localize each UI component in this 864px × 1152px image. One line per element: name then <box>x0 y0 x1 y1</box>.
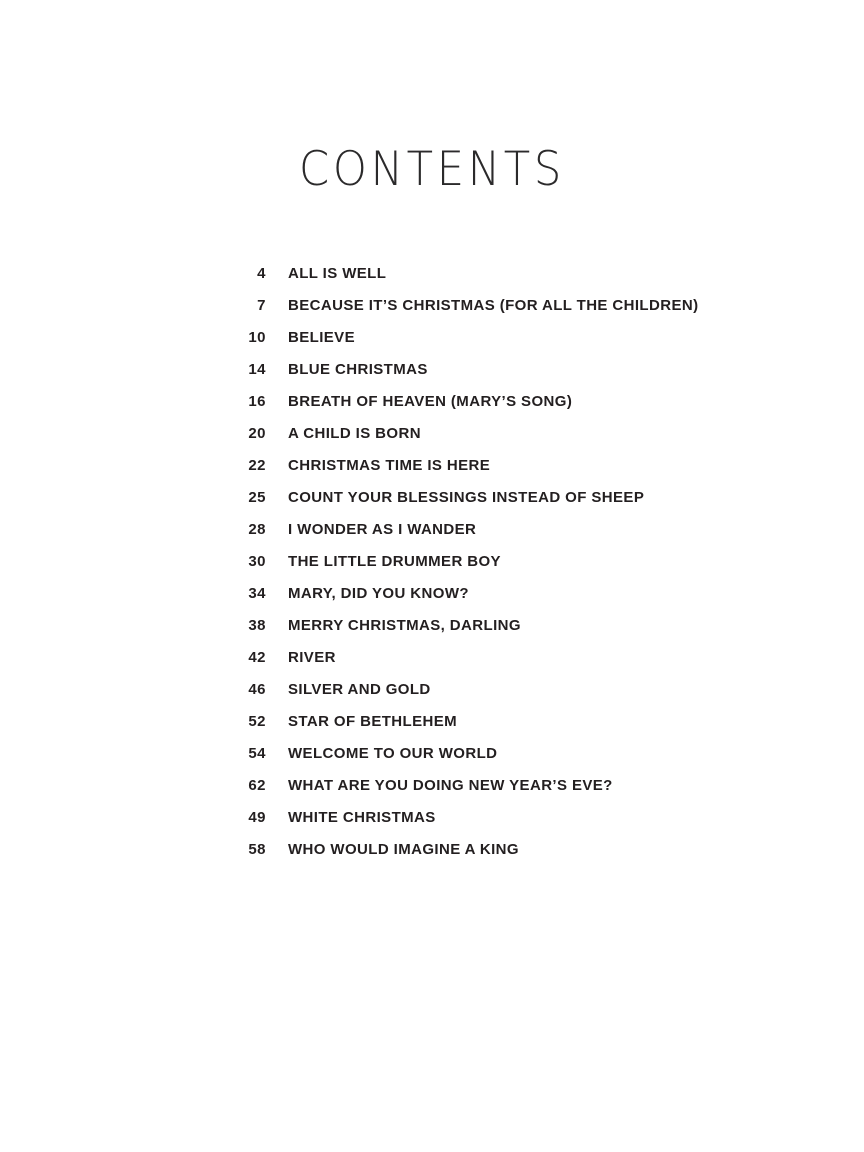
toc-page-number: 54 <box>248 744 266 762</box>
toc-song-title: BELIEVE <box>288 328 355 346</box>
toc-song-title: COUNT YOUR BLESSINGS INSTEAD OF SHEEP <box>288 488 645 506</box>
toc-page-number: 20 <box>248 424 266 442</box>
toc-row <box>0 353 864 385</box>
toc-list <box>0 257 864 865</box>
toc-song-title: A CHILD IS BORN <box>288 424 421 442</box>
toc-page-number: 4 <box>257 264 266 282</box>
toc-song-title: SILVER AND GOLD <box>288 680 431 698</box>
toc-song-title: BLUE CHRISTMAS <box>288 360 428 378</box>
toc-page-number: 30 <box>248 552 266 570</box>
toc-page-number: 16 <box>248 392 266 410</box>
toc-page-number: 42 <box>248 648 266 666</box>
toc-row <box>0 545 864 577</box>
toc-song-title: MARY, DID YOU KNOW? <box>288 584 469 602</box>
toc-page-number: 34 <box>248 584 266 602</box>
toc-song-title: ALL IS WELL <box>288 264 387 282</box>
toc-row <box>0 801 864 833</box>
toc-page-number: 10 <box>248 328 266 346</box>
toc-row <box>0 417 864 449</box>
toc-song-title: STAR OF BETHLEHEM <box>288 712 458 730</box>
toc-row <box>0 449 864 481</box>
toc-page-number: 52 <box>248 712 266 730</box>
page-title: CONTENTS <box>299 142 565 197</box>
toc-page-number: 22 <box>248 456 266 474</box>
toc-page-number: 14 <box>248 360 266 378</box>
toc-row <box>0 737 864 769</box>
toc-song-title: RIVER <box>288 648 336 666</box>
toc-row <box>0 321 864 353</box>
toc-song-title: WHAT ARE YOU DOING NEW YEAR’S EVE? <box>288 776 613 794</box>
toc-page-number: 58 <box>248 840 266 858</box>
toc-song-title: WELCOME TO OUR WORLD <box>288 744 498 762</box>
toc-page-number: 7 <box>257 296 266 314</box>
toc-page-number: 38 <box>248 616 266 634</box>
toc-song-title: WHO WOULD IMAGINE A KING <box>288 840 519 858</box>
toc-row <box>0 833 864 865</box>
toc-row <box>0 385 864 417</box>
toc-row <box>0 609 864 641</box>
toc-row <box>0 673 864 705</box>
toc-song-title: BREATH OF HEAVEN (MARY’S SONG) <box>288 392 573 410</box>
toc-song-title: THE LITTLE DRUMMER BOY <box>288 552 501 570</box>
toc-row <box>0 289 864 321</box>
toc-page-number: 28 <box>248 520 266 538</box>
toc-song-title: WHITE CHRISTMAS <box>288 808 436 826</box>
toc-song-title: MERRY CHRISTMAS, DARLING <box>288 616 521 634</box>
toc-song-title: CHRISTMAS TIME IS HERE <box>288 456 491 474</box>
toc-page-number: 46 <box>248 680 266 698</box>
toc-page-number: 25 <box>248 488 266 506</box>
toc-row <box>0 705 864 737</box>
toc-song-title: BECAUSE IT’S CHRISTMAS (FOR ALL THE CHILDREN) <box>288 296 699 314</box>
toc-row <box>0 577 864 609</box>
toc-page-number: 49 <box>248 808 266 826</box>
toc-row <box>0 513 864 545</box>
toc-row <box>0 641 864 673</box>
toc-row <box>0 769 864 801</box>
toc-row <box>0 481 864 513</box>
toc-page-number: 62 <box>248 776 266 794</box>
toc-row <box>0 257 864 289</box>
toc-song-title: I WONDER AS I WANDER <box>288 520 477 538</box>
